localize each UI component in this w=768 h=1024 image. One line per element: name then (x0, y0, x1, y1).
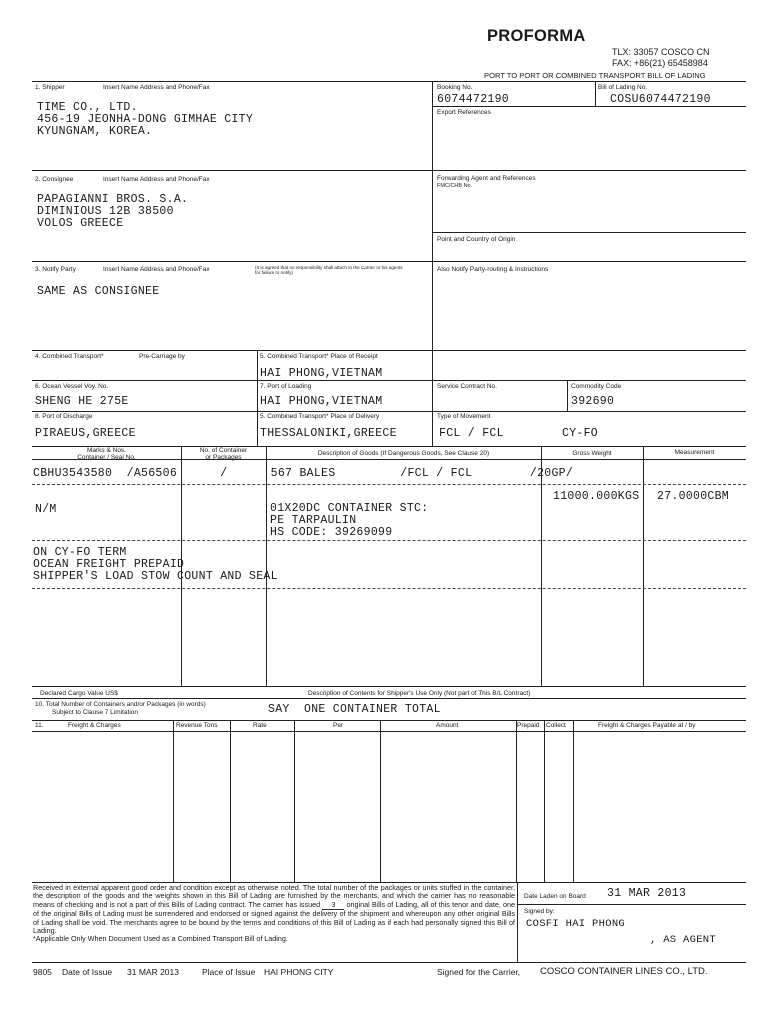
place-of-issue-label: Place of Issue (202, 967, 256, 977)
document-title: PROFORMA (487, 27, 586, 45)
type-of-movement-value: FCL / FCL (439, 427, 504, 440)
commodity-code-value: 392690 (571, 395, 615, 408)
term-line-3: SHIPPER'S LOAD STOW COUNT AND SEAL (33, 570, 278, 583)
ocean-vessel-value: SHENG HE 275E (35, 395, 129, 408)
signed-by-name: COSFI HAI PHONG (526, 918, 626, 930)
description-line-1: 01X20DC CONTAINER STC: (270, 502, 429, 515)
bill-of-lading-label: Bill of Lading No. (598, 84, 648, 91)
place-of-issue-value: HAI PHONG CITY (264, 967, 334, 977)
document-subtitle: PORT TO PORT OR COMBINED TRANSPORT BILL OF LADING (484, 71, 706, 80)
laden-label: Date Laden on Board (524, 893, 586, 900)
place-of-delivery-value: THESSALONIKI,GREECE (260, 427, 397, 440)
consignee-label: 2. Consignee (35, 176, 74, 183)
containers-header-line-2: or Packages (205, 454, 242, 461)
shipper-label: 1. Shipper (35, 84, 65, 91)
export-references-label: Export References (437, 109, 491, 116)
collect-header: Collect (546, 722, 566, 729)
notify-hint: Insert Name Address and Phone/Fax (103, 266, 210, 273)
description-header: Description of Goods (If Dangerous Goods, See Clause 20) (317, 450, 490, 457)
total-packages-value: SAY ONE CONTAINER TOTAL (268, 703, 441, 716)
port-of-discharge-label: 8. Port of Discharge (35, 413, 93, 420)
charges-no: 11. (35, 722, 44, 729)
freight-header: Freight & Charges (68, 722, 121, 729)
terms-originals-count: 3 (322, 901, 344, 910)
terms-paragraph (33, 884, 515, 944)
carrier-label: Signed for the Carrier, (437, 967, 521, 977)
booking-value: 6074472190 (437, 93, 510, 106)
declared-value-label: Declared Cargo Value US$ (40, 690, 118, 697)
shipper-line-3: KYUNGNAM, KOREA. (37, 125, 153, 138)
total-packages-label: 10. Total Number of Containers and/or Packages (in words) (35, 701, 206, 708)
place-of-delivery-label: 5. Combined Transport* Place of Delivery (260, 413, 380, 420)
fmc-label: FMC/CHB No. (437, 183, 473, 189)
shipper-line-2: 456-19 JEONHA-DONG GIMHAE CITY (37, 113, 254, 126)
goods-row-1: CBHU3543580 /A56506 / 567 BALES /FCL / FCL /20GP/ (33, 467, 574, 480)
terms-text-2: original Bills of Lading, all of this tenor and date, one of the original Bills of Lading must be surrendered and endorsed or signed against the delivery of the shipment and whereupon any other original Bills of Lading shall be void. The merchants agree to be bound by the terms and conditions of this Bill of Lading as if each had personally signed this Bill of Lading. (33, 899, 515, 936)
date-of-issue-value: 31 MAR 2013 (127, 967, 179, 977)
ocean-vessel-label: 6. Ocean Vessel Voy. No. (35, 383, 109, 390)
terms-note: *Applicable Only When Document Used as a Combined Transport Bill of Lading. (33, 934, 288, 944)
place-of-receipt-value: HAI PHONG,VIETNAM (260, 367, 383, 380)
description-line-2: PE TARPAULIN (270, 514, 357, 527)
type-of-movement-label: Type of Movement (437, 413, 491, 420)
measurement-value: 27.0000CBM (657, 490, 730, 503)
total-packages-sublabel: Subject to Clause 7 Limitation (52, 709, 138, 716)
bill-of-lading-value: COSU6074472190 (610, 93, 711, 106)
footer-code: 9805 (33, 967, 52, 977)
shipper-hint: Insert Name Address and Phone/Fax (103, 84, 210, 91)
consignee-line-3: VOLOS GREECE (37, 217, 124, 230)
fax-line: FAX: +86(21) 65458984 (612, 58, 708, 68)
laden-value: 31 MAR 2013 (607, 887, 687, 900)
consignee-line-1: PAPAGIANNI BROS. S.A. (37, 193, 189, 206)
carrier-value: COSCO CONTAINER LINES CO., LTD. (540, 966, 708, 977)
notify-label: 3. Notify Party (35, 266, 76, 273)
forwarding-label: Forwarding Agent and References (437, 175, 536, 182)
rate-header: Rate (253, 722, 267, 729)
port-of-loading-label: 7. Port of Loading (260, 383, 312, 390)
date-of-issue-label: Date of Issue (62, 967, 113, 977)
terms-text: Received in external apparent good order and condition except as otherwise noted. The total number of the packages or units stuffed in the container, the description of the goods and the weights shown in this Bill of Lading are furnished by the merchants, and which the carrier has no reasonable means of checking and is not a part of this Bills of Lading contract. The carrier has issued (33, 883, 515, 909)
per-header: Per (333, 722, 344, 729)
term-line-1: ON CY-FO TERM (33, 546, 127, 559)
commodity-code-label: Commodity Code (571, 383, 622, 390)
marks-header-line-2: Container / Seal No. (77, 454, 136, 461)
gross-weight-value: 11000.000KGS (553, 490, 640, 503)
containers-header-line-1: No. of Container (199, 447, 248, 454)
port-of-discharge-value: PIRAEUS,GREECE (35, 427, 136, 440)
payable-header: Freight & Charges Payable at / by (598, 722, 696, 729)
notify-value: SAME AS CONSIGNEE (37, 285, 160, 298)
shipper-line-1: TIME CO., LTD. (37, 101, 138, 114)
containers-header (181, 447, 266, 461)
consignee-line-2: DIMINIOUS 12B 38500 (37, 205, 174, 218)
consignee-hint: Insert Name Address and Phone/Fax (103, 176, 210, 183)
also-notify-label: Also Notify Party-routing & Instructions (437, 266, 549, 273)
place-of-receipt-label: 5. Combined Transport* Place of Receipt (260, 353, 378, 360)
contents-desc-label: Description of Contents for Shipper's Use Only (Not part of This B/L Contract) (308, 690, 531, 697)
type-of-movement-terms: CY-FO (562, 427, 599, 440)
booking-label: Booking No. (437, 84, 473, 91)
port-of-loading-value: HAI PHONG,VIETNAM (260, 395, 383, 408)
measurement-header: Measurement (674, 449, 715, 456)
prepaid-header: Prepaid (517, 722, 540, 729)
marks-header (32, 447, 181, 461)
notify-note: (It is agreed that no responsibility shall attach to the Carrier or his agents for failure to notify) (255, 265, 403, 275)
revenue-header: Revenue Tons (176, 722, 218, 729)
signed-by-role: , AS AGENT (650, 934, 717, 946)
signed-by-label: Signed by: (524, 908, 555, 915)
marks-header-line-1: Marks & Nos. (86, 447, 126, 454)
point-country-label: Point and Country of Origin (437, 236, 516, 243)
term-line-2: OCEAN FREIGHT PREPAID (33, 558, 185, 571)
gross-weight-header: Gross Weight (572, 450, 612, 457)
combined-transport-label: 4. Combined Transport* (35, 353, 104, 360)
pre-carriage-label: Pre-Carriage by (139, 353, 185, 360)
tlx-line: TLX: 33057 COSCO CN (612, 47, 710, 57)
description-line-3: HS CODE: 39269099 (270, 526, 393, 539)
marks-value: N/M (35, 503, 57, 516)
amount-header: Amount (436, 722, 459, 729)
service-contract-label: Service Contract No. (437, 383, 497, 390)
